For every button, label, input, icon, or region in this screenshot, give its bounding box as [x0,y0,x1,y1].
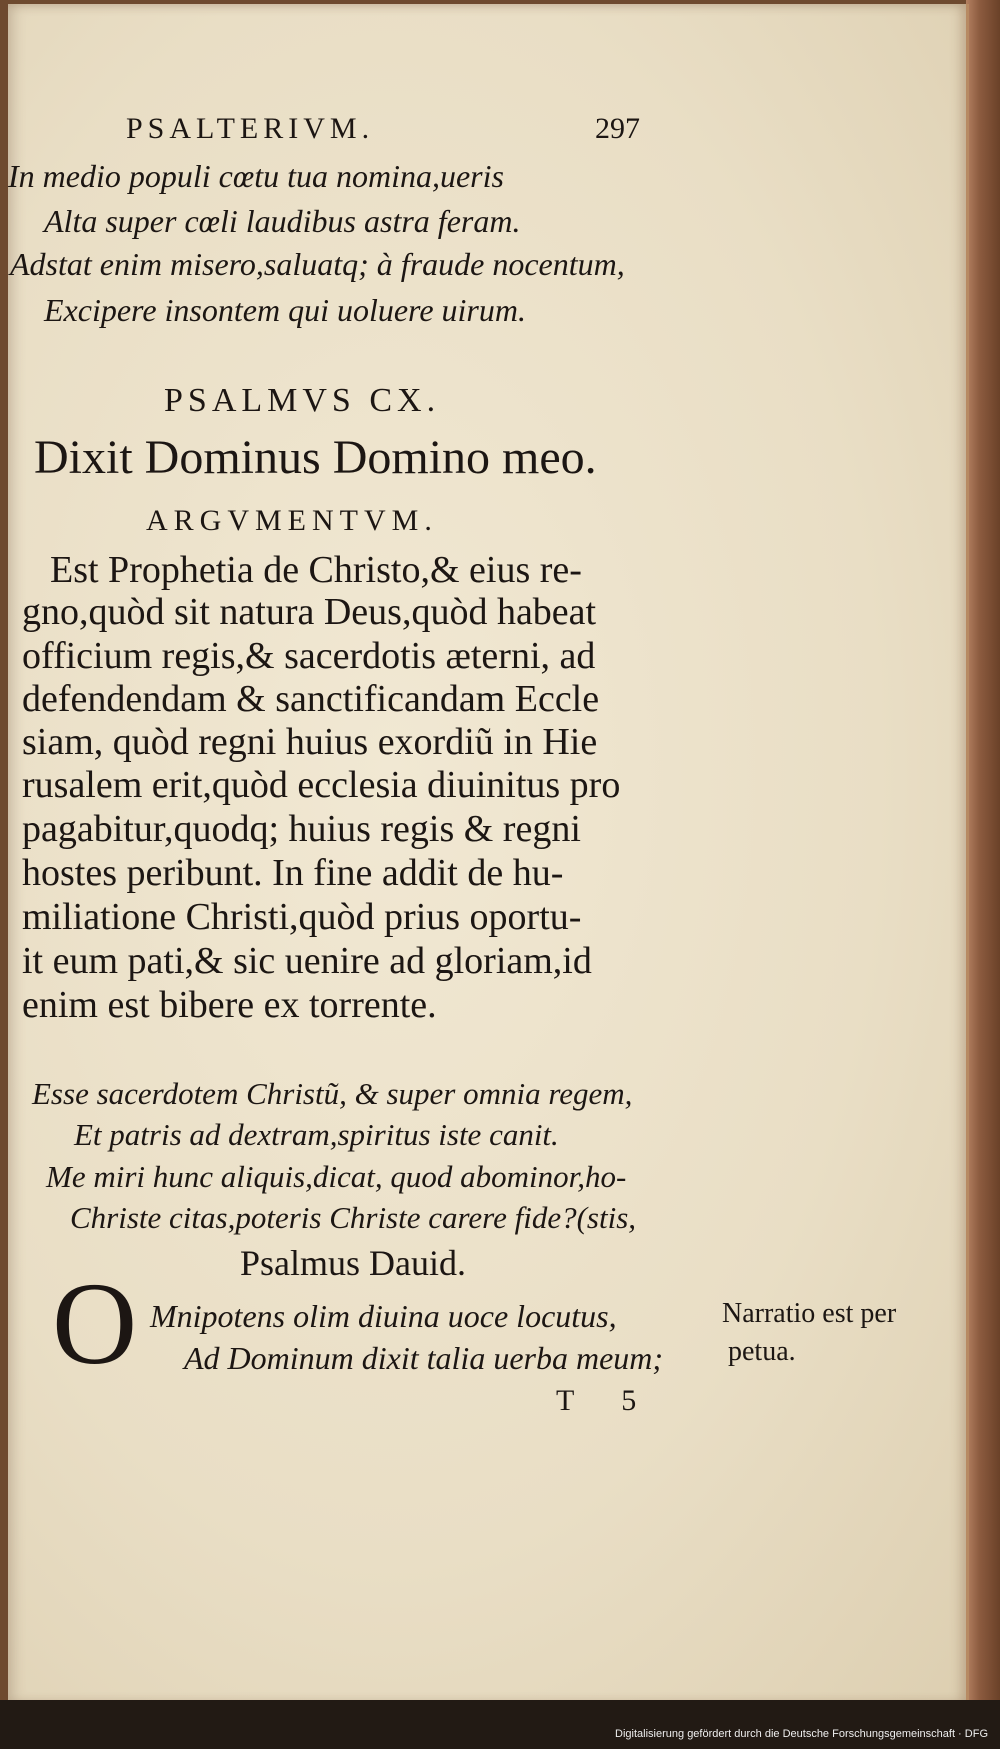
psalm-heading: Psalmus Dauid. [240,1243,467,1283]
marginal-note-line: petua. [728,1336,796,1367]
argument-line: rusalem erit,quòd ecclesia diuinitus pro [22,764,621,806]
verse-line: Adstat enim misero,saluatq; à fraude nocentum, [10,246,625,282]
argument-line: siam, quòd regni huius exordiũ in Hie [22,721,598,763]
psalm-incipit: Dixit Dominus Domino meo. [34,431,597,484]
argument-line: miliatione Christi,quòd prius oportu- [22,896,582,938]
psalm-title: PSALMVS CX. [164,382,441,419]
psalm-verse-line: Ad Dominum dixit talia uerba meum; [184,1340,664,1376]
psalm-verse-line: Mnipotens olim diuina uoce locutus, [150,1298,617,1334]
verse-line: In medio populi cœtu tua nomina,ueris [8,158,504,194]
argument-line: gno,quòd sit natura Deus,quòd habeat [22,591,597,633]
argument-line: pagabitur,quodq; huius regis & regni [22,808,581,850]
argument-line: defendendam & sanctificandam Eccle [22,678,600,720]
drop-cap: O [52,1258,138,1389]
epigram-line: Me miri hunc aliquis,dicat, quod abominor,ho- [46,1159,627,1194]
page-number: 297 [595,112,640,145]
book-edge [966,0,1000,1710]
footer-bar [0,1700,1000,1749]
verse-line: Alta super cœli laudibus astra feram. [44,203,521,239]
argument-title: ARGVMENTVM. [146,504,438,537]
argument-line: hostes peribunt. In fine addit de hu- [22,852,564,894]
running-title: PSALTERIVM. [126,112,375,145]
epigram-line: Et patris ad dextram,spiritus iste canit. [74,1117,559,1152]
argument-line: it eum pati,& sic uenire ad gloriam,id [22,940,592,982]
digitization-credit: Digitalisierung gefördert durch die Deutsche Forschungsgemeinschaft · DFG [615,1728,988,1740]
epigram-line: Christe citas,poteris Christe carere fide?(stis, [70,1200,637,1235]
epigram-line: Esse sacerdotem Christũ, & super omnia regem, [32,1076,633,1111]
argument-line: officium regis,& sacerdotis æterni, ad [22,635,596,677]
verse-line: Excipere insontem qui uoluere uirum. [44,292,526,328]
argument-line: enim est bibere ex torrente. [22,984,437,1026]
marginal-note-line: Narratio est per [722,1298,897,1329]
signature-mark: T 5 [556,1384,657,1417]
argument-line: Est Prophetia de Christo,& eius re- [50,549,582,591]
